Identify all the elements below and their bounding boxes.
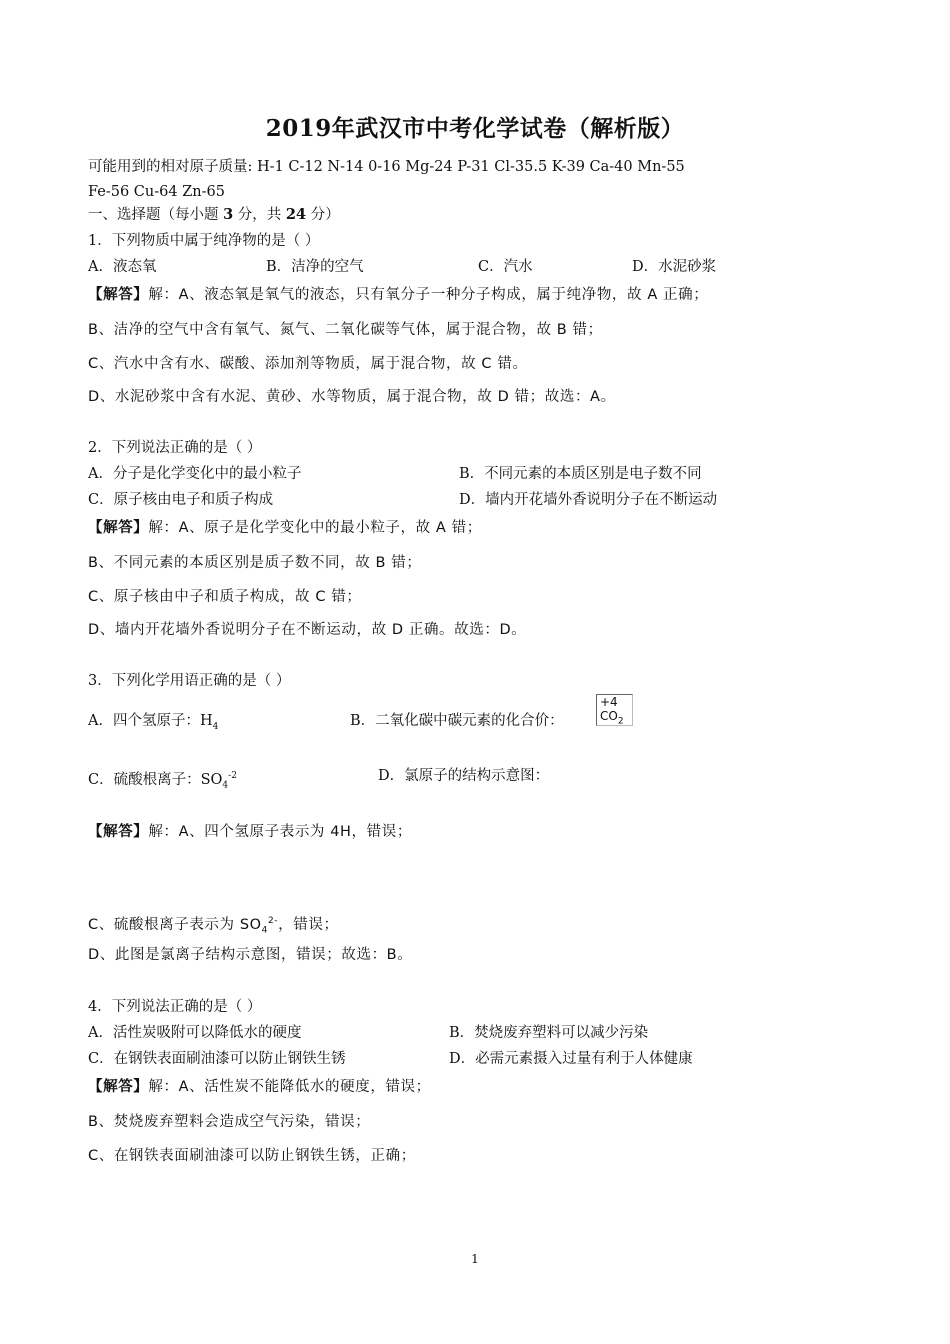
q1-answer-1-text: 解：A、液态氧是氧气的液态，只有氧分子一种分子构成，属于纯净物，故 A 正确；	[148, 287, 709, 303]
atomic-masses-line-2: Fe-56 Cu-64 Zn-65	[88, 184, 225, 200]
q3-answer-3	[88, 911, 339, 941]
q4-stem: 4．下列说法正确的是（ ）	[88, 999, 262, 1015]
q2-option-b: B．不同元素的本质区别是电子数不同	[459, 466, 702, 482]
q4-answer-2: B、焚烧废弃塑料会造成空气污染，错误；	[88, 1114, 371, 1130]
section-heading-text-2: 分，共	[233, 207, 286, 223]
q3-option-d: D．氯原子的结构示意图：	[378, 768, 550, 784]
q3-answer-1-text: 解：A、四个氢原子表示为 4H，错误；	[148, 824, 412, 840]
answer-tag: 【解答】	[88, 520, 149, 536]
q2-answer-2: B、不同元素的本质区别是质子数不同，故 B 错；	[88, 555, 422, 571]
q2-answer-4: D、墙内开花墙外香说明分子在不断运动，故 D 正确。故选：D。	[88, 622, 527, 638]
q1-answer-3: C、汽水中含有水、碳酸、添加剂等物质，属于混合物，故 C 错。	[88, 356, 528, 372]
q3-answer-4: D、此图是氯离子结构示意图，错误；故选：B。	[88, 947, 413, 963]
q3-option-c-subscript: 4	[222, 780, 229, 791]
q1-answer-4: D、水泥砂浆中含有水泥、黄砂、水等物质，属于混合物，故 D 错；故选：A。	[88, 389, 616, 405]
q3-option-a-subscript: 4	[212, 721, 219, 732]
q4-answer-3: C、在钢铁表面刷油漆可以防止钢铁生锈，正确；	[88, 1148, 416, 1164]
q3-option-a-text: A．四个氢原子：H	[88, 713, 213, 729]
section-heading	[88, 205, 340, 225]
valence-number: +4	[600, 695, 618, 709]
q1-option-a: A．液态氧	[88, 259, 157, 275]
q3-answer-3-end: ，错误；	[278, 916, 339, 933]
answer-tag: 【解答】	[88, 287, 149, 303]
section-score-each: 3	[223, 206, 234, 223]
q3-answer-3-text: C、硫酸根离子表示为 SO	[88, 916, 262, 933]
q3-option-c-text: C．硫酸根离子：SO	[88, 771, 223, 788]
answer-tag: 【解答】	[88, 824, 149, 840]
q4-option-a: A．活性炭吸附可以降低水的硬度	[88, 1025, 302, 1041]
page-title: 2019年武汉市中考化学试卷（解析版）	[265, 115, 685, 142]
q1-option-d: D．水泥砂浆	[632, 259, 717, 275]
valence-formula-image	[596, 694, 633, 726]
q3-stem: 3．下列化学用语正确的是（ ）	[88, 673, 291, 689]
q2-answer-3: C、原子核由中子和质子构成，故 C 错；	[88, 589, 362, 605]
q1-answer-2: B、洁净的空气中含有氧气、氮气、二氧化碳等气体，属于混合物，故 B 错；	[88, 322, 603, 338]
q2-answer-1	[88, 518, 482, 538]
answer-tag: 【解答】	[88, 1079, 149, 1095]
page-number: 1	[471, 1252, 479, 1266]
q4-option-c: C．在钢铁表面刷油漆可以防止钢铁生锈	[88, 1051, 346, 1067]
valence-formula	[600, 709, 632, 728]
valence-formula-subscript: 2	[617, 716, 624, 727]
q2-option-a: A．分子是化学变化中的最小粒子	[88, 466, 302, 482]
q2-stem: 2．下列说法正确的是（ ）	[88, 440, 262, 456]
q3-option-c-superscript: -2	[228, 771, 237, 781]
q2-answer-1-text: 解：A、原子是化学变化中的最小粒子，故 A 错；	[148, 520, 482, 536]
q2-option-d: D．墙内开花墙外香说明分子在不断运动	[459, 492, 718, 508]
q1-answer-1	[88, 285, 708, 305]
section-heading-text: 一、选择题（每小题	[88, 207, 224, 223]
q2-option-c: C．原子核由电子和质子构成	[88, 492, 274, 508]
section-score-total: 24	[285, 206, 307, 223]
section-heading-text-3: 分）	[306, 207, 340, 223]
q3-option-b: B．二氧化碳中碳元素的化合价：	[350, 713, 564, 729]
q4-answer-1	[88, 1077, 431, 1097]
q3-option-c	[88, 766, 237, 796]
q3-option-a	[88, 711, 218, 737]
q4-option-d: D．必需元素摄入过量有利于人体健康	[449, 1051, 693, 1067]
q1-stem: 1．下列物质中属于纯净物的是（ ）	[88, 233, 320, 249]
q1-option-b: B．洁净的空气	[266, 259, 364, 275]
valence-formula-text: CO	[600, 709, 618, 723]
q4-option-b: B．焚烧废弃塑料可以减少污染	[449, 1025, 649, 1041]
q3-answer-3-superscript: 2-	[267, 916, 279, 926]
q4-answer-1-text: 解：A、活性炭不能降低水的硬度，错误；	[148, 1079, 431, 1095]
q1-option-c: C．汽水	[478, 259, 533, 275]
q3-answer-3-subscript: 4	[261, 925, 268, 936]
atomic-masses-line-1: 可能用到的相对原子质量: H-1 C-12 N-14 0-16 Mg-24 P-31 Cl-35.5 K-39 Ca-40 Mn-55	[88, 159, 685, 175]
q3-answer-1	[88, 822, 412, 842]
